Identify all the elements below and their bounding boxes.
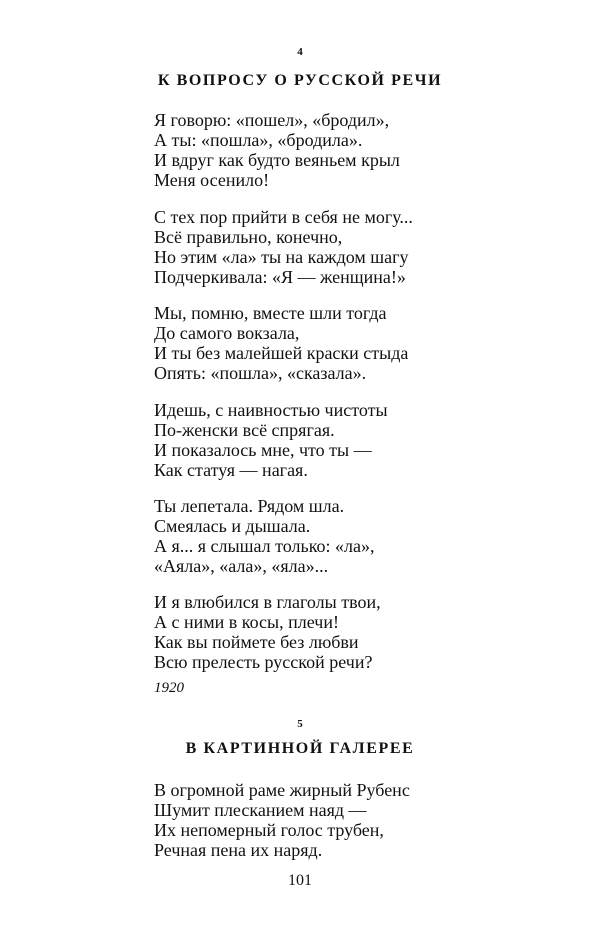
poem-line: «Аяла», «ала», «яла»... <box>154 556 329 576</box>
poem-line: И вдруг как будто веяньем крыл <box>154 150 400 170</box>
poem-line: И я влюбился в глаголы твои, <box>154 592 381 612</box>
poem-line: Мы, помню, вместе шли тогда <box>154 303 387 323</box>
poem-line: Я говорю: «пошел», «бродил», <box>154 110 390 130</box>
poem-line: И ты без малейшей краски стыда <box>154 343 409 363</box>
poem-line: Как статуя — нагая. <box>154 460 308 480</box>
poem-line: Ты лепетала. Рядом шла. <box>154 496 345 516</box>
poem-line: Шумит плесканием наяд — <box>154 800 367 820</box>
poem-number: 4 <box>297 46 303 58</box>
poem-line: Идешь, с наивностью чистоты <box>154 400 388 420</box>
poem-number: 5 <box>297 718 303 730</box>
poem-line: Всю прелесть русской речи? <box>154 652 373 672</box>
poem-line: Меня осенило! <box>154 170 270 190</box>
poem-line: Но этим «ла» ты на каждом шагу <box>154 247 409 267</box>
poem-title: К ВОПРОСУ О РУССКОЙ РЕЧИ <box>157 72 443 89</box>
poem-line: Всё правильно, конечно, <box>154 227 343 247</box>
poem-line: Как вы поймете без любви <box>154 632 359 652</box>
poem-line: До самого вокзала, <box>154 323 300 343</box>
poem-line: Смеялась и дышала. <box>154 516 311 536</box>
poem-year: 1920 <box>154 680 184 696</box>
poem-line: А с ними в косы, плечи! <box>154 612 339 632</box>
poem-line: Речная пена их наряд. <box>154 840 323 860</box>
poem-line: А ты: «пошла», «бродила». <box>154 130 363 150</box>
poem-line: С тех пор прийти в себя не могу... <box>154 207 413 227</box>
poem-line: И показалось мне, что ты — <box>154 440 372 460</box>
page-number: 101 <box>288 872 312 889</box>
poem-title: В КАРТИННОЙ ГАЛЕРЕЕ <box>185 740 415 757</box>
poem-line: А я... я слышал только: «ла», <box>154 536 375 556</box>
poem-line: Опять: «пошла», «сказала». <box>154 363 367 383</box>
poem-line: В огромной раме жирный Рубенс <box>154 780 410 800</box>
poem-line: Подчеркивала: «Я — женщина!» <box>154 267 406 287</box>
poem-line: По-женски всё спрягая. <box>154 420 335 440</box>
poem-line: Их непомерный голос трубен, <box>154 820 384 840</box>
